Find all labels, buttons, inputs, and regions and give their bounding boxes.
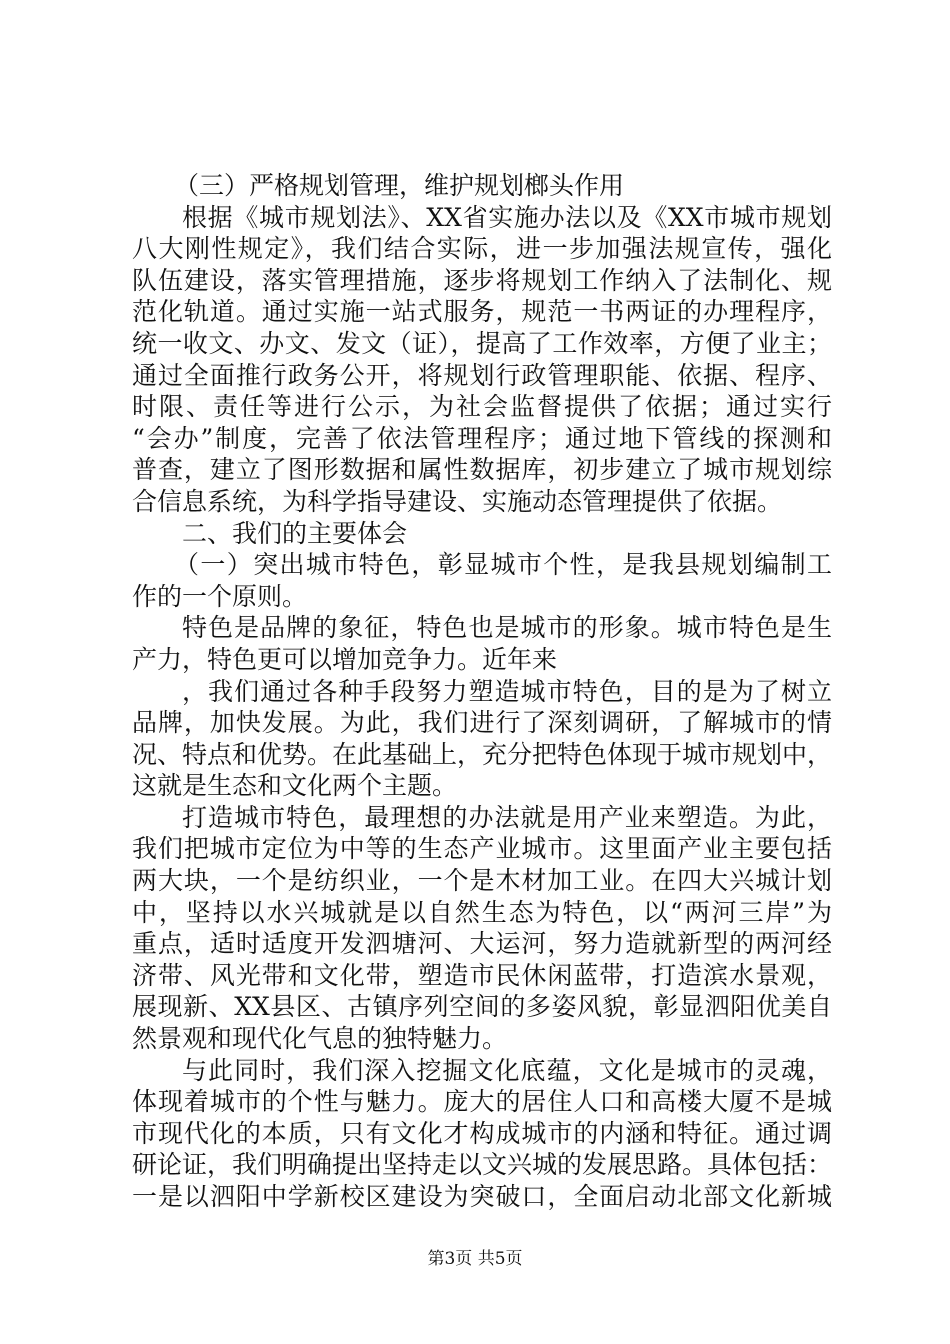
text-line: 展现新、XX县区、古镇序列空间的多姿风貌，彰显泗阳优美自 [132, 992, 832, 1022]
text-line: 通过全面推行政务公开，将规划行政管理职能、依据、程序、 [132, 360, 832, 390]
text-line: 一是以泗阳中学新校区建设为突破口，全面启动北部文化新城 [132, 1182, 832, 1211]
text-line: 队伍建设，落实管理措施，逐步将规划工作纳入了法制化、规 [132, 265, 832, 295]
text-line: 与此同时，我们深入挖掘文化底蕴，文化是城市的灵魂， [182, 1055, 832, 1085]
text-line: 品牌，加快发展。为此，我们进行了深刻调研，了解城市的情 [132, 708, 832, 738]
text-line: 市现代化的本质，只有文化才构成城市的内涵和特征。通过调 [132, 1118, 832, 1148]
text-line: 时限、责任等进行公示，为社会监督提供了依据；通过实行 [132, 392, 832, 422]
text-line: 体现着城市的个性与魅力。庞大的居住人口和高楼大厦不是城 [132, 1087, 832, 1117]
section-heading-line: （一）突出城市特色，彰显城市个性，是我县规划编制工 [174, 550, 832, 580]
text-line: 特色是品牌的象征，特色也是城市的形象。城市特色是生 [182, 613, 832, 643]
text-line: 中，坚持以水兴城就是以自然生态为特色，以“两河三岸”为 [132, 897, 832, 927]
text-line: 两大块，一个是纺织业，一个是木材加工业。在四大兴城计划 [132, 866, 832, 896]
text-line: 况、特点和优势。在此基础上，充分把特色体现于城市规划中， [132, 739, 833, 769]
text-line: 作的一个原则。 [132, 581, 308, 611]
text-line: 普查，建立了图形数据和属性数据库，初步建立了城市规划综 [132, 455, 832, 485]
text-line: 范化轨道。通过实施一站式服务，规范一书两证的办理程序， [132, 297, 832, 327]
text-line: 然景观和现代化气息的独特魅力。 [132, 1024, 508, 1054]
text-line: 八大刚性规定》，我们结合实际，进一步加强法规宣传，强化 [132, 234, 832, 264]
page-footer: 第3页 共5页 [427, 1249, 523, 1269]
text-line: 这就是生态和文化两个主题。 [132, 771, 458, 801]
text-line: “会办”制度，完善了依法管理程序；通过地下管线的探测和 [132, 423, 832, 453]
text-line: 二、我们的主要体会 [182, 518, 408, 548]
text-line: 根据《城市规划法》、XX省实施办法以及《XX市城市规划 [182, 202, 832, 232]
text-line: ，我们通过各种手段努力塑造城市特色，目的是为了树立 [182, 676, 832, 706]
text-line: 统一收文、办文、发文（证），提高了工作效率，方便了业主； [132, 328, 832, 358]
text-line: 我们把城市定位为中等的生态产业城市。这里面产业主要包括 [132, 834, 832, 864]
document-body [132, 170, 832, 1213]
text-line: 济带、风光带和文化带，塑造市民休闲蓝带，打造滨水景观， [132, 960, 832, 990]
text-line: 打造城市特色，最理想的办法就是用产业来塑造。为此， [182, 802, 832, 832]
text-line: 重点，适时适度开发泗塘河、大运河，努力造就新型的两河经 [132, 929, 832, 959]
section-heading-line: （三）严格规划管理，维护规划榔头作用 [174, 171, 625, 200]
text-line: 合信息系统，为科学指导建设、实施动态管理提供了依据。 [132, 486, 783, 516]
text-line: 产力，特色更可以增加竞争力。近年来 [132, 644, 558, 674]
text-line: 研论证，我们明确提出坚持走以文兴城的发展思路。具体包括： [132, 1150, 833, 1180]
